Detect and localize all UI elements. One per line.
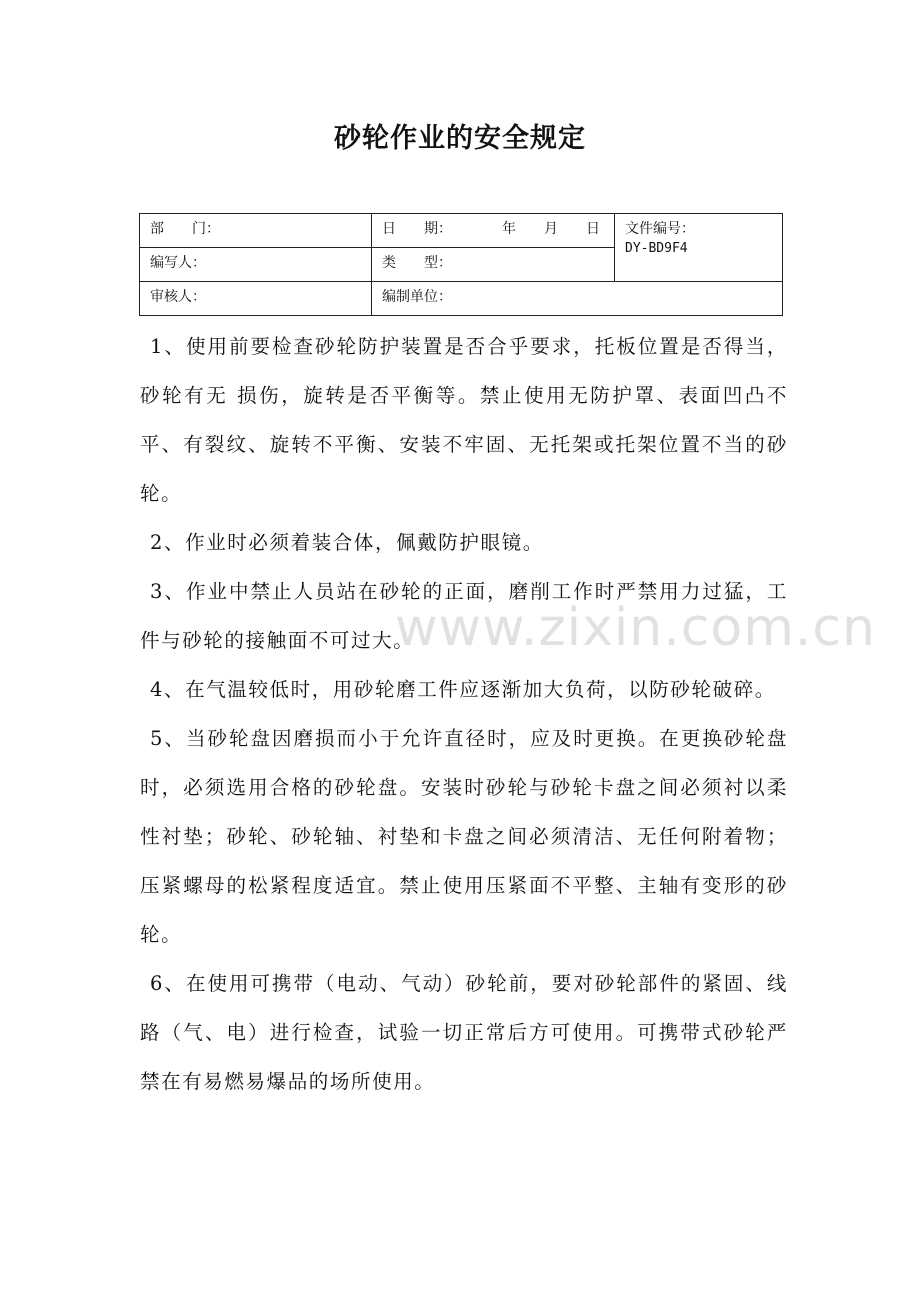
paragraph-6: 6、在使用可携带（电动、气动）砂轮前，要对砂轮部件的紧固、线路（气、电）进行检查，试验一切正常后方可使用。可携带式砂轮严禁在有易燃易爆品的场所使用。 [140,972,788,1093]
document-title: 砂轮作业的安全规定 [334,123,586,154]
paragraph-3: 3、作业中禁止人员站在砂轮的正面，磨削工作时严禁用力过猛，工件与砂轮的接触面不可过大。 [140,580,788,652]
date-label: 日 期： [382,221,452,237]
month-label: 月 [544,221,558,237]
watermark: www.zixin.com.cn [395,598,876,658]
unit-label: 编制单位： [382,289,452,305]
department-cell [140,214,372,248]
paragraph-5: 5、当砂轮盘因磨损而小于允许直径时，应及时更换。在更换砂轮盘时，必须选用合格的砂轮盘。安装时砂轮与砂轮卡盘之间必须衬以柔性衬垫；砂轮、砂轮轴、衬垫和卡盘之间必须清洁、无任何附着物；压紧螺母的松紧程度适宜。禁止使用压紧面不平整、主轴有变形的砂轮。 [140,727,788,946]
doc-number-value: DY-BD9F4 [625,241,688,256]
document-info-table [139,213,783,316]
department-label: 部 门： [150,221,220,237]
date-cell [372,214,615,248]
info-row-3 [140,282,783,316]
info-row-1 [140,214,783,248]
document-body [140,322,788,1106]
author-label: 编写人： [150,255,206,271]
doc-number-cell [615,214,783,282]
type-label: 类 型： [382,255,452,271]
year-label: 年 [502,221,516,237]
reviewer-cell [140,282,372,316]
reviewer-label: 审核人： [150,289,206,305]
unit-cell [372,282,783,316]
day-label: 日 [586,221,600,237]
paragraph-4: 4、在气温较低时，用砂轮磨工件应逐渐加大负荷，以防砂轮破碎。 [150,678,776,701]
author-cell [140,248,372,282]
type-cell [372,248,615,282]
paragraph-2: 2、作业时必须着装合体，佩戴防护眼镜。 [150,531,544,554]
paragraph-1: 1、使用前要检查砂轮防护装置是否合乎要求，托板位置是否得当，砂轮有无 损伤，旋转是否平衡等。禁止使用无防护罩、表面凹凸不平、有裂纹、旋转不平衡、安装不牢固、无托架或托架位置不当的砂轮。 [140,335,788,505]
doc-number-label: 文件编号： [625,221,695,237]
